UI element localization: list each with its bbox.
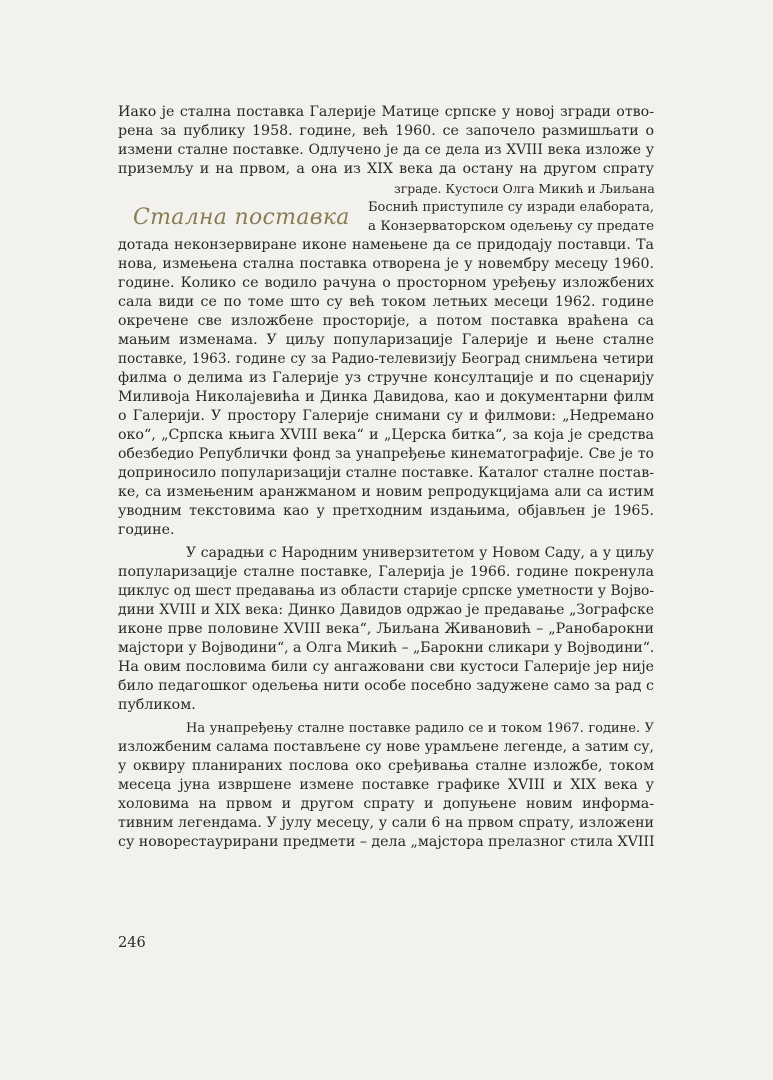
text-line: популаризације сталне поставке, Галерија је 1966. године покренула (118, 564, 654, 580)
text-line: месеца јуна извршене измене поставке графике XVIII и XIX века у (118, 777, 654, 793)
text-line: тивним легендама. У јулу месецу, у сали 6 на првом спрату, изложени (118, 815, 654, 831)
text-line: о Галерији. У простору Галерије снимани су и филмови: „Недремано (118, 408, 654, 424)
text-line: поставке, 1963. године су за Радио-телевизију Београд снимљена четири (118, 351, 654, 367)
text-line: публиком. (118, 697, 196, 713)
text-line: рена за публику 1958. године, већ 1960. се започело размишљати о (118, 123, 654, 139)
text-line: На унапређењу сталне поставке радило се и током 1967. године. У (186, 721, 654, 736)
text-line: мајстори у Војводини“, а Олга Микић – „Барокни сликари у Војводини“. (118, 640, 655, 656)
text-line: Боснић приступиле су изради елабората, (368, 200, 654, 215)
text-line: холовима на првом и другом спрату и допуњене новим информа- (118, 796, 654, 812)
text-line: нова, измењена стална поставка отворена је у новембру месецу 1960. (118, 256, 654, 272)
text-line: око“, „Српска књига XVIII века“ и „Церска битка“, за која је средства (118, 427, 654, 443)
text-line: Миливоја Николајевића и Динка Давидова, као и документарни филм (118, 389, 654, 405)
text-line: а Конзерваторском одељењу су предате (368, 219, 654, 234)
section-heading: Стална поставка (133, 205, 350, 230)
text-line: На овим пословима били су ангажовани сви кустоси Галерије јер није (118, 659, 654, 675)
text-line: било педагошког одељења нити особе посебно задужене само за рад с (118, 678, 654, 694)
text-line: дини XVIII и XIX века: Динко Давидов одржао је предавање „Зографске (118, 602, 654, 618)
text-line: приземљу и на првом, а она из XIX века да остану на другом спрату (118, 161, 654, 177)
text-line: обезбедио Републички фонд за унапређење кинематографије. Све је то (118, 446, 654, 462)
text-line: иконе прве половине XVIII века“, Љиљана Живановић – „Ранобарокни (118, 621, 654, 637)
text-line: у оквиру планираних послова око сређивања сталне изложбе, током (118, 758, 654, 774)
text-line: Иако је стална поставка Галерије Матице српске у новој згради отво- (118, 104, 654, 120)
text-line: дотада неконзервиране иконе намењене да се придодају поставци. Та (118, 237, 654, 253)
text-line: мањим изменама. У циљу популаризације Галерије и њене сталне (118, 332, 654, 348)
page-number: 246 (118, 935, 146, 951)
text-line: изложбеним салама постављене су нове урамљене легенде, а затим су, (118, 739, 654, 755)
text-line: окречене све изложбене просторије, а потом поставка враћена са (118, 313, 654, 329)
text-line: ке, са измењеним аранжманом и новим репродукцијама али са истим (118, 484, 654, 500)
text-line: измени сталне поставке. Одлучено је да се дела из XVIII века изложе у (118, 142, 654, 158)
text-line: циклус од шест предавања из области старије српске уметности у Војво- (118, 583, 654, 599)
text-line: филма о делима из Галерије уз стручне консултације и по сценарију (118, 370, 654, 386)
text-line: У сарадњи с Народним универзитетом у Новом Саду, а у циљу (186, 545, 654, 561)
text-line: уводним текстовима као у претходним издањима, објављен је 1965. (118, 503, 654, 519)
text-line: доприносило популаризацији сталне поставке. Каталог сталне постав- (118, 465, 654, 481)
text-line: године. (118, 522, 175, 538)
text-line: сала види се по томе што су већ током летњих месеци 1962. године (118, 294, 654, 310)
text-line: године. Колико се водило рачуна о просторном уређењу изложбених (118, 275, 654, 291)
text-line: су новорестаурирани предмети – дела „мајстора прелазног стила XVIII (118, 834, 655, 850)
text-line: зграде. Кустоси Олга Микић и Љиљана (394, 181, 655, 196)
